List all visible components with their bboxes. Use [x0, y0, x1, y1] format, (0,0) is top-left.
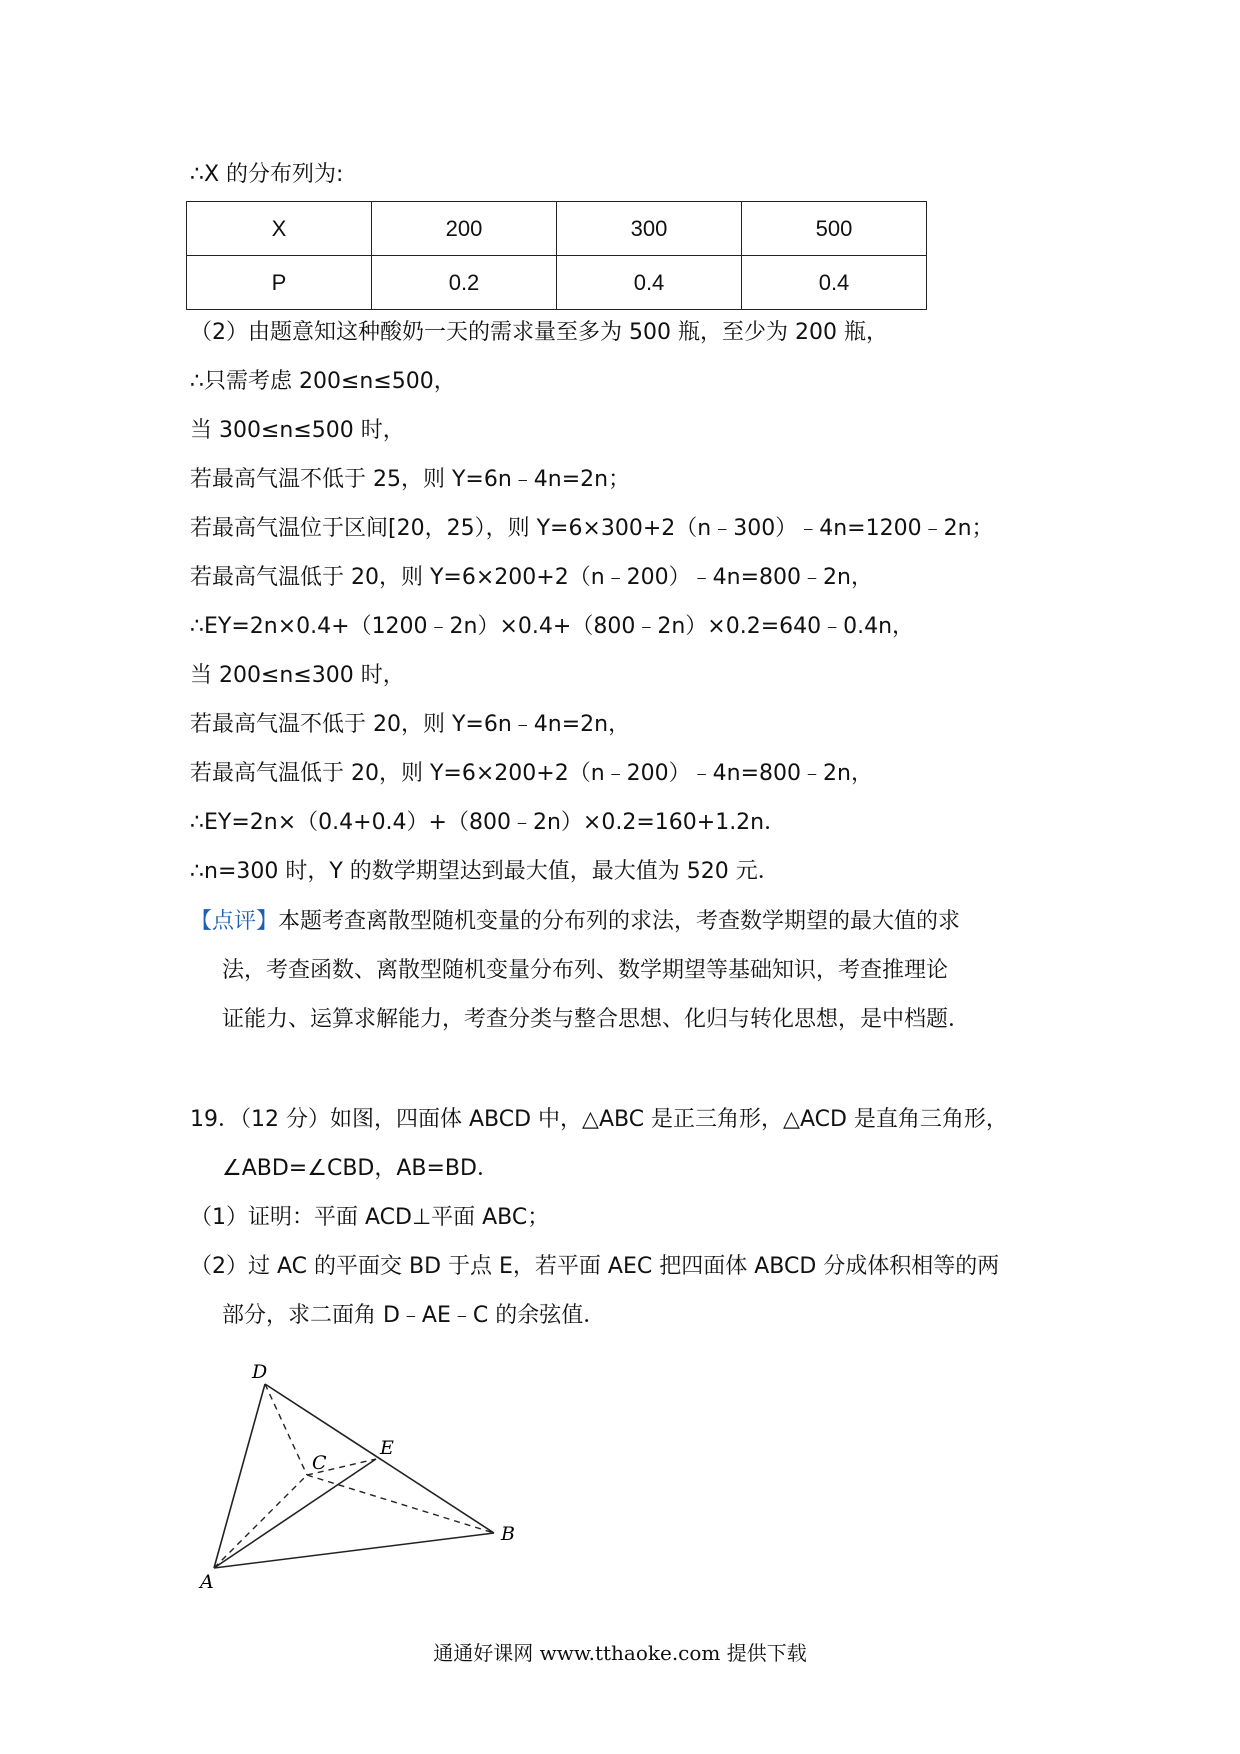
- solution-line: 当 200≤n≤300 时，: [190, 663, 405, 688]
- comment-line: [190, 907, 960, 937]
- vertex-label-e: E: [380, 1437, 394, 1459]
- solution-line: ∴EY=2n×0.4+（1200﹣2n）×0.4+（800﹣2n）×0.2=640﹣0.4n，: [190, 614, 915, 639]
- solution-line: 若最高气温不低于 25，则 Y=6n﹣4n=2n；: [190, 467, 631, 492]
- problem-part-2: （2）过 AC 的平面交 BD 于点 E，若平面 AEC 把四面体 ABCD 分成体积相等的两: [190, 1254, 1000, 1279]
- distribution-intro: ∴X 的分布列为:: [190, 162, 344, 187]
- table-cell: P: [187, 256, 372, 310]
- vertex-label-c: C: [312, 1452, 327, 1474]
- solution-line: （2）由题意知这种酸奶一天的需求量至多为 500 瓶，至少为 200 瓶，: [190, 320, 888, 345]
- vertex-label-a: A: [200, 1571, 214, 1590]
- table-cell: 300: [557, 202, 742, 256]
- vertex-label-d: D: [252, 1361, 268, 1383]
- table-cell: 500: [742, 202, 927, 256]
- problem-part-2: 部分，求二面角 D﹣AE﹣C 的余弦值．: [222, 1303, 606, 1328]
- table-cell: 0.4: [742, 256, 927, 310]
- solution-line: 若最高气温低于 20，则 Y=6×200+2（n﹣200）﹣4n=800﹣2n，: [190, 761, 873, 786]
- table-cell: X: [187, 202, 372, 256]
- solution-line: ∴只需考虑 200≤n≤500，: [190, 369, 456, 394]
- solution-line: 若最高气温不低于 20，则 Y=6n﹣4n=2n，: [190, 712, 631, 737]
- comment-line: 法，考查函数、离散型随机变量分布列、数学期望等基础知识，考查推理论: [222, 958, 949, 983]
- vertex-label-b: B: [501, 1523, 515, 1545]
- solution-line: 若最高气温低于 20，则 Y=6×200+2（n﹣200）﹣4n=800﹣2n，: [190, 565, 873, 590]
- table-row: [187, 256, 927, 310]
- distribution-table: [186, 201, 927, 310]
- problem-part-1: （1）证明：平面 ACD⊥平面 ABC；: [190, 1205, 550, 1230]
- tetrahedron-figure: [190, 1350, 530, 1590]
- edge-ab: [214, 1533, 494, 1568]
- edge-ac: [214, 1475, 307, 1568]
- comment-text: 本题考查离散型随机变量的分布列的求法，考查数学期望的最大值的求: [278, 909, 961, 934]
- table-cell: 0.2: [372, 256, 557, 310]
- solution-line: 当 300≤n≤500 时，: [190, 418, 405, 443]
- solution-line: ∴EY=2n×（0.4+0.4）+（800﹣2n）×0.2=160+1.2n．: [190, 810, 787, 835]
- problem-statement: 19．（12 分）如图，四面体 ABCD 中，△ABC 是正三角形，△ACD 是直角三角形，: [190, 1107, 1008, 1132]
- solution-line: ∴n=300 时，Y 的数学期望达到最大值，最大值为 520 元．: [190, 859, 780, 884]
- edge-ae: [214, 1459, 376, 1568]
- edge-cb: [307, 1475, 494, 1533]
- comment-tag: 【点评】: [190, 909, 279, 934]
- problem-statement: ∠ABD=∠CBD，AB=BD．: [222, 1156, 499, 1181]
- table-row: [187, 202, 927, 256]
- comment-line: 证能力、运算求解能力，考查分类与整合思想、化归与转化思想，是中档题．: [222, 1007, 971, 1032]
- table-cell: 0.4: [557, 256, 742, 310]
- table-cell: 200: [372, 202, 557, 256]
- edge-da: [214, 1384, 265, 1568]
- solution-line: 若最高气温位于区间[20，25），则 Y=6×300+2（n﹣300）﹣4n=1200﹣2n；: [190, 516, 994, 541]
- page-footer: 通通好课网 www.tthaoke.com 提供下载: [433, 1641, 807, 1665]
